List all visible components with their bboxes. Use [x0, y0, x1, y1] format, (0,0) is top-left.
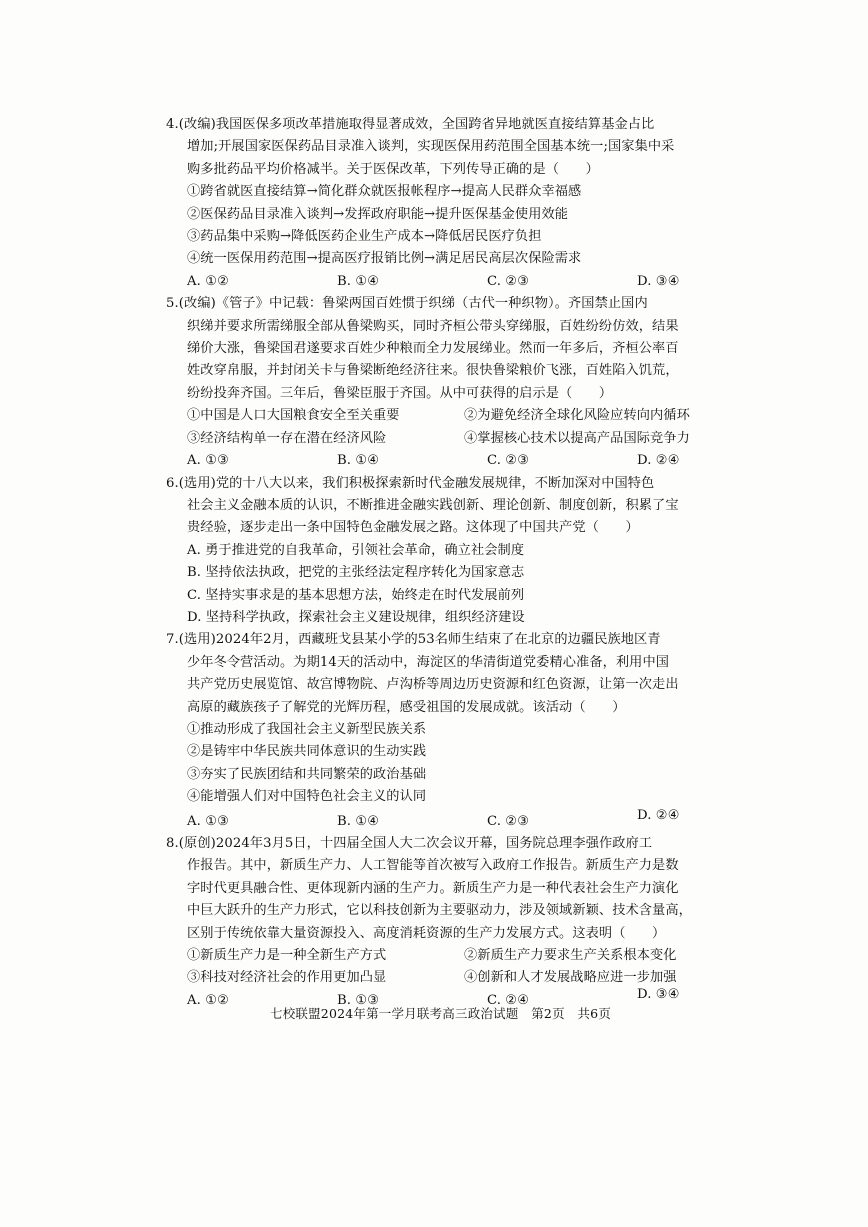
- question-7-option-4: ④能增强人们对中国特色社会主义的认同: [187, 789, 427, 805]
- question-4-stem-line-2: 增加;开展国家医保药品目录准入谈判，实现医保用药范围全国基本统一;国家集中采: [187, 139, 675, 155]
- question-4-choices: [166, 271, 766, 293]
- question-4-choice-d: D. ③④: [637, 273, 680, 289]
- question-4-number: 4.: [166, 117, 179, 132]
- question-6-stem-line-3: 贵经验，逐步走出一条中国特色金融发展之路。这体现了中国共产党（ ）: [187, 520, 639, 536]
- question-4-option-3: ③药品集中采购→降低医药企业生产成本→降低居民医疗负担: [187, 229, 542, 245]
- question-5-option-3: ③经济结构单一存在潜在经济风险: [187, 430, 387, 446]
- question-5-choice-c: C. ②③: [487, 453, 530, 469]
- question-5-choice-d: D. ②④: [637, 453, 680, 469]
- question-8-choice-b: B. ①③: [337, 992, 380, 1008]
- question-7-choice-a: A. ①③: [187, 813, 230, 829]
- question-8-option-1: ①新质生产力是一种全新生产方式: [187, 948, 387, 964]
- question-5-choice-b: B. ①④: [337, 453, 380, 469]
- question-5-stem-line-4: 姓改穿帛服，并封闭关卡与鲁梁断绝经济往来。很快鲁梁粮价飞涨，百姓陷入饥荒，: [187, 363, 679, 379]
- question-5-number: 5.: [166, 296, 179, 312]
- question-5-options-row-1: [166, 405, 766, 427]
- question-4-option-4: ④统一医保用药范围→提高医疗报销比例→满足居民高层次保险需求: [187, 251, 582, 267]
- question-4-stem-line-3: 购多批药品平均价格减半。关于医保改革，下列传导正确的是（ ）: [187, 161, 599, 177]
- question-5-choice-a: A. ①③: [187, 453, 230, 469]
- question-8-option-2: ②新质生产力要求生产关系根本变化: [464, 948, 677, 964]
- question-7-stem-line-4: 高原的藏族孩子了解党的光辉历程，感受祖国的发展成就。该活动（ ）: [187, 699, 626, 715]
- question-7-choice-c: C. ②③: [487, 813, 530, 829]
- question-4-stem-line-1: 4.(改编)我国医保多项改革措施取得显著成效，全国跨省异地就医直接结算基金占比: [166, 117, 655, 132]
- question-8-stem-line-2: 作报告。其中，新质生产力、人工智能等首次被写入政府工作报告。新质生产力是数: [187, 858, 679, 874]
- question-8-options-row-1: [166, 945, 766, 967]
- question-7: [166, 629, 766, 833]
- question-4-option-2: ②医保药品目录准入谈判→发挥政府职能→提升医保基金使用效能: [187, 206, 569, 222]
- question-8-stem-line-3: 字时代更具融合性、更体现新内涵的生产力。新质生产力是一种代表社会生产力演化: [187, 880, 679, 896]
- question-4: [166, 114, 766, 293]
- question-7-stem-line-2: 少年冬令营活动。为期14天的活动中，海淀区的华清街道党委精心准备，利用中国: [187, 654, 670, 670]
- question-5-stem-line-2: 织绨并要求所需绨服全部从鲁梁购买，同时齐桓公带头穿绨服，百姓纷纷仿效，结果: [187, 318, 679, 334]
- question-4-choice-a: A. ①②: [187, 273, 230, 289]
- questions-block: [166, 114, 766, 1012]
- question-5-stem-line-3: 绨价大涨，鲁梁国君遂要求百姓少种粮而全力发展绨业。然而一年多后，齐桓公率百: [187, 341, 679, 357]
- question-5-options-row-2: [166, 428, 766, 450]
- question-7-number: 7.: [166, 632, 179, 648]
- question-5-choices: [166, 450, 766, 472]
- page-footer: 七校联盟2024年第一学月联考高三政治试题 第2页 共6页: [270, 1006, 612, 1021]
- question-6-stem-line-1: 6.(选用)党的十八大以来，我们积极探索新时代金融发展规律，不断加深对中国特色: [166, 475, 655, 491]
- question-7-choices: [166, 807, 766, 833]
- question-6-option-a: A. 勇于推进党的自我革命，引领社会革命，确立社会制度: [187, 542, 525, 558]
- question-8-stem-line-1: 8.(原创)2024年3月5日，十四届全国人大二次会议开幕，国务院总理李强作政府工: [166, 836, 653, 851]
- question-6-option-c: C. 坚持实事求是的基本思想方法，始终走在时代发展前列: [187, 587, 525, 603]
- question-5-stem-line-5: 纷纷投奔齐国。三年后，鲁梁臣服于齐国。从中可获得的启示是（ ）: [187, 385, 613, 401]
- question-8-stem-line-5: 区别于传统依靠大量资源投入、高度消耗资源的生产力发展方式。这表明（ ）: [187, 925, 666, 941]
- question-7-choice-b: B. ①④: [337, 813, 380, 829]
- question-8-choice-c: C. ②④: [487, 992, 530, 1008]
- question-4-choice-b: B. ①④: [337, 273, 380, 289]
- question-8-option-3: ③科技对经济社会的作用更加凸显: [187, 970, 387, 986]
- question-7-stem-line-3: 共产党历史展览馆、故宫博物院、卢沟桥等周边历史资源和红色资源，让第一次走出: [187, 677, 679, 693]
- question-4-choice-c: C. ②③: [487, 273, 530, 289]
- question-6-option-b: B. 坚持依法执政，把党的主张经法定程序转化为国家意志: [187, 565, 525, 581]
- question-8: [166, 833, 766, 1012]
- question-6-stem-line-2: 社会主义金融本质的认识，不断推进金融实践创新、理论创新、制度创新，积累了宝: [187, 497, 679, 513]
- question-5: [166, 293, 766, 472]
- question-8-option-4: ④创新和人才发展战略应进一步加强: [464, 970, 677, 986]
- question-4-option-1: ①跨省就医直接结算→简化群众就医报帐程序→提高人民群众幸福感: [187, 184, 582, 200]
- question-7-option-2: ②是铸牢中华民族共同体意识的生动实践: [187, 744, 427, 760]
- question-7-option-3: ③夯实了民族团结和共同繁荣的政治基础: [187, 766, 427, 782]
- question-6: [166, 473, 766, 630]
- question-8-choice-d: D. ③④: [637, 986, 680, 1002]
- question-6-option-d: D. 坚持科学执政，探索社会主义建设规律，组织经济建设: [187, 609, 525, 625]
- question-5-stem-line-1: 5.(改编)《管子》中记载：鲁梁两国百姓惯于织绨（古代一种织物）。齐国禁止国内: [166, 296, 648, 312]
- question-7-option-1: ①推动形成了我国社会主义新型民族关系: [187, 721, 427, 737]
- question-8-choice-a: A. ①②: [187, 992, 230, 1008]
- question-7-stem-line-1: 7.(选用)2024年2月，西藏班戈县某小学的53名师生结束了在北京的边疆民族地区青: [166, 632, 661, 648]
- question-5-option-4: ④掌握核心技术以提高产品国际竞争力: [464, 430, 690, 446]
- question-8-stem-line-4: 中巨大跃升的生产力形式，它以科技创新为主要驱动力，涉及领域新颖、技术含量高，: [187, 903, 692, 919]
- question-6-number: 6.: [166, 475, 179, 491]
- question-8-number: 8.: [166, 836, 179, 851]
- question-5-option-2: ②为避免经济全球化风险应转向内循环: [464, 408, 690, 424]
- question-7-choice-d: D. ②④: [637, 807, 680, 823]
- question-5-option-1: ①中国是人口大国粮食安全至关重要: [187, 408, 400, 424]
